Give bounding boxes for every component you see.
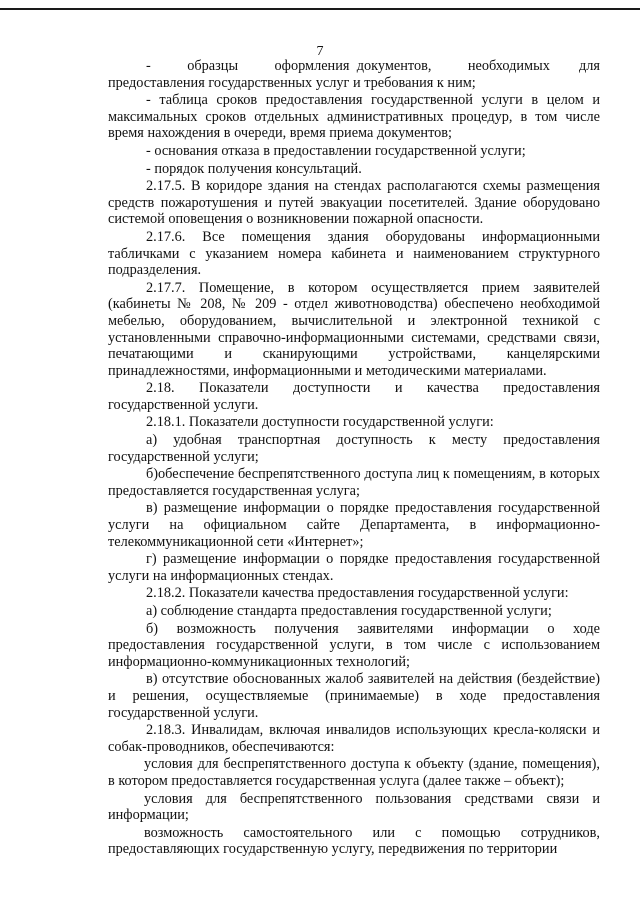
paragraph-2-17-6: 2.17.6. Все помещения здания оборудованы информационными табличками с указанием номера кабинета и наименованием структурного подразделения. [108,228,600,279]
paragraph-2-18-1-b: б)обеспечение беспрепятственного доступа лиц к помещениям, в которых предоставляется государственная услуга; [108,466,600,499]
paragraph-2-17-5: 2.17.5. В коридоре здания на стендах располагаются схемы размещения средств пожаротушения и путей эвакуации посетителей. Здание оборудовано системой оповещения о возникновении пожарной опасности. [108,178,600,228]
paragraph-list-item-forms: - образцы оформления документов, необходимых для предоставления государственных услуг и требования к ним; [108,58,600,91]
paragraph-2-18-1-a: а) удобная транспортная доступность к месту предоставления государственной услуги; [108,432,600,465]
paragraph-communication-conditions: условия для беспрепятственного пользования средствами связи и информации; [108,790,600,824]
paragraph-access-conditions: условия для беспрепятственного доступа к объекту (здание, помещения), в котором предоставляется государственная услуга (далее также – объект); [108,756,600,789]
document-body [108,58,600,859]
paragraph-list-item-refusal: - основания отказа в предоставлении государственной услуги; [146,142,526,159]
paragraph-2-18-1-g: г) размещение информации о порядке предоставления государственной услуги на информационных стендах. [108,551,600,584]
paragraph-list-item-deadlines: - таблица сроков предоставления государственной услуги в целом и максимальных сроков отдельных административных процедур, в том числе время нахождения в очереди, время приема документов; [108,92,600,142]
paragraph-movement-possibility: возможность самостоятельного или с помощью сотрудников, предоставляющих государственную услугу, передвижения по территории [108,824,600,858]
paragraph-2-18-1-v: в) размещение информации о порядке предоставления государственной услуги на официальном сайте Департамента, в информационно-телекоммуникационной сети «Интернет»; [108,500,600,550]
scan-edge-line [0,8,640,10]
paragraph-2-18-2-a: а) соблюдение стандарта предоставления государственной услуги; [146,603,552,619]
paragraph-2-18-2: 2.18.2. Показатели качества предоставления государственной услуги: [146,585,569,602]
paragraph-2-18-2-v: в) отсутствие обоснованных жалоб заявителей на действия (бездействие) и решения, осуществляемые (принимаемые) в ходе предоставления государственной услуги. [108,671,600,721]
paragraph-2-18-2-b: б) возможность получения заявителями информации о ходе предоставления государственной услуги, в том числе с использованием информационно-коммуникационных технологий; [108,620,600,670]
paragraph-2-18-1: 2.18.1. Показатели доступности государственной услуги: [146,414,494,431]
page-number: 7 [316,44,324,59]
section-heading-2-18: 2.18. Показатели доступности и качества предоставления государственной услуги. [108,380,600,413]
paragraph-2-17-7: 2.17.7. Помещение, в котором осуществляется прием заявителей (кабинеты № 208, № 209 - отдел животноводства) обеспечено необходимой мебелью, оборудованием, вычислительной и электронной техникой с установленными справочно-информационными системами, средствами связи, печатающими и сканирующими устройствами, канцелярскими принадлежностями, информационными и методическими материалами. [108,279,600,379]
paragraph-2-18-3: 2.18.3. Инвалидам, включая инвалидов использующих кресла-коляски и собак-проводников, обеспечиваются: [108,722,600,755]
paragraph-list-item-consultations: - порядок получения консультаций. [146,160,362,177]
